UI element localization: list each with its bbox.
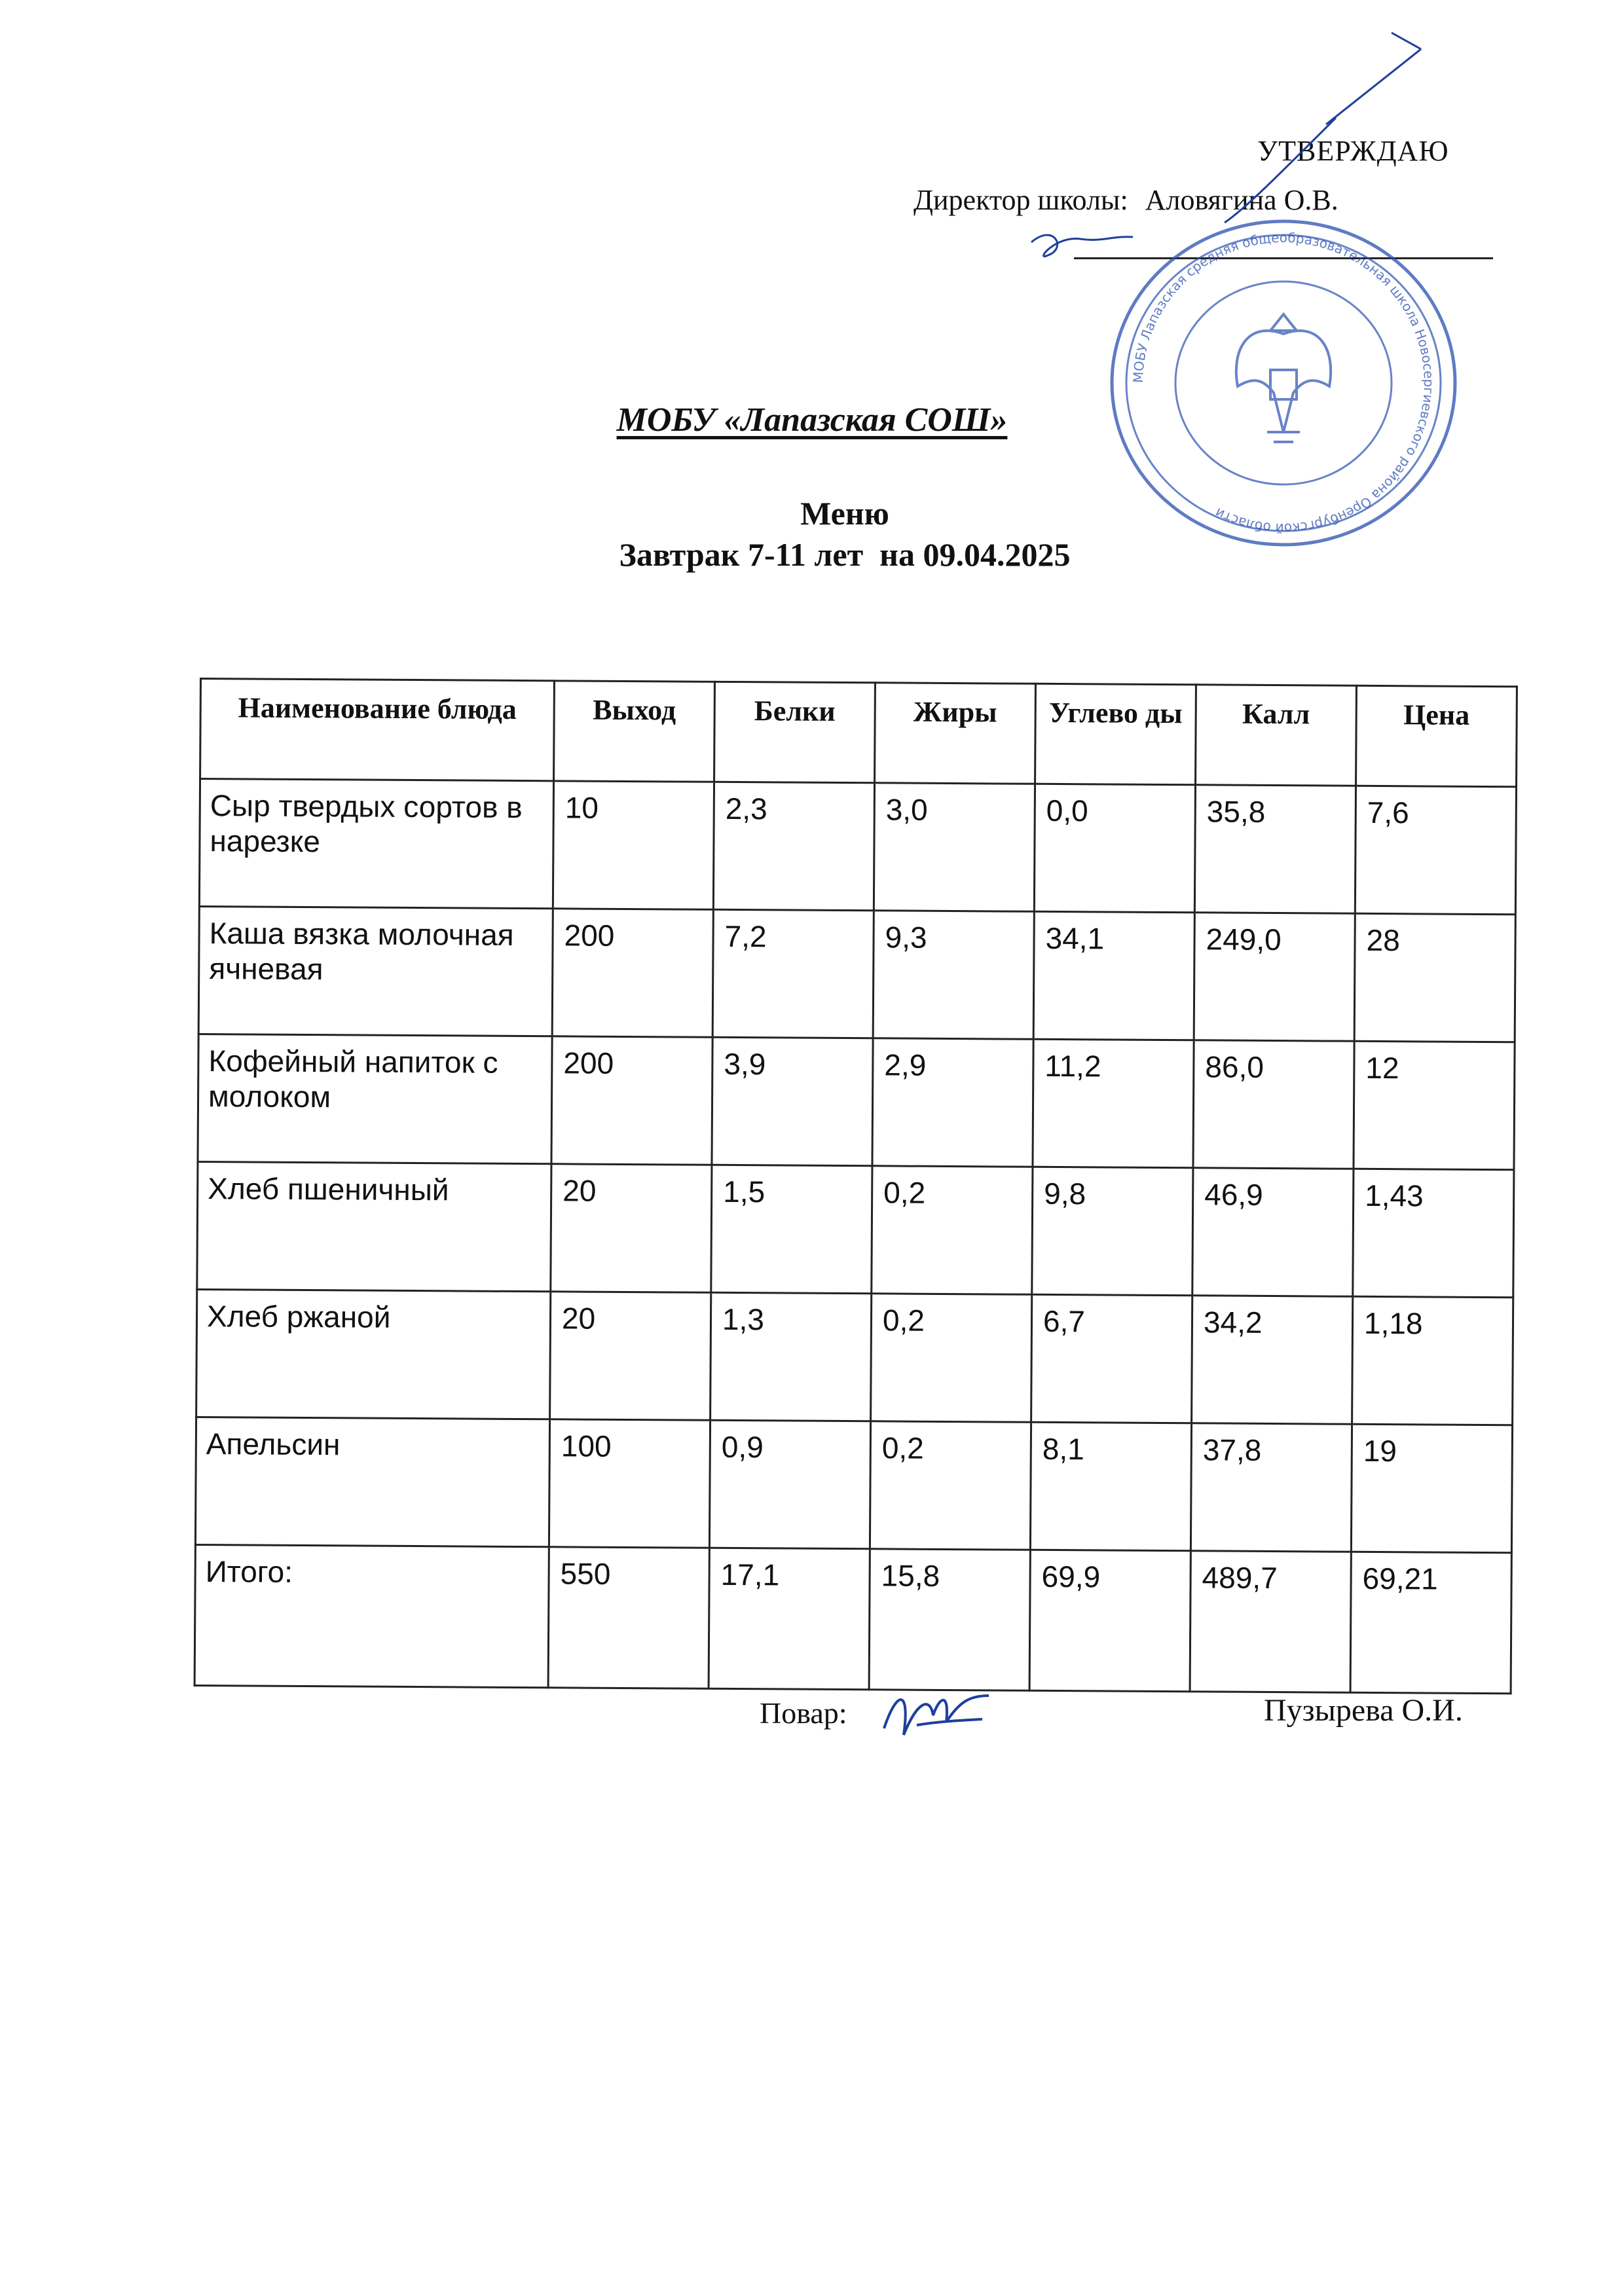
header-fat: Жиры [875,683,1036,784]
approval-name: Аловягина О.В. [1145,184,1338,216]
dish-carbs: 34,1 [1033,911,1194,1040]
dish-kcal: 35,8 [1194,785,1356,913]
dish-output: 20 [550,1292,711,1420]
dish-fat: 0,2 [870,1421,1031,1550]
cook-label: Повар: [760,1696,847,1730]
dish-output: 20 [551,1164,712,1292]
cook-name: Пузырева О.И. [1264,1693,1463,1728]
menu-subtitle: Завтрак 7-11 лет на 09.04.2025 [619,536,1071,573]
total-row [194,1544,1511,1693]
dish-output: 10 [553,781,714,909]
dish-name: Каша вязка молочная ячневая [198,907,553,1036]
header-protein: Белки [714,682,876,782]
header-carbs: Углево ды [1035,683,1196,784]
header-output: Выход [554,681,715,782]
menu-table [194,678,1518,1694]
dish-protein: 2,3 [713,782,874,910]
table-row [196,1289,1513,1425]
dish-price: 1,18 [1352,1296,1513,1425]
dish-protein: 3,9 [712,1037,873,1165]
dish-carbs: 8,1 [1030,1422,1191,1550]
dish-name: Кофейный напиток с молоком [198,1034,552,1163]
dish-fat: 0,2 [871,1294,1032,1422]
menu-title: Меню [800,495,889,532]
stamp-ring-text: МОБУ Лапазская средняя общеобразовательная школа Новосергиевского района Оренбургской области [1130,229,1437,537]
dish-name: Хлеб пшеничный [197,1161,551,1291]
dish-price: 28 [1354,913,1515,1042]
dish-price: 12 [1354,1041,1515,1169]
total-output: 550 [548,1547,709,1688]
dish-fat: 0,2 [872,1166,1033,1294]
dish-kcal: 34,2 [1192,1296,1353,1424]
dish-carbs: 6,7 [1031,1294,1192,1423]
dish-protein: 1,3 [710,1292,872,1421]
dish-kcal: 46,9 [1192,1168,1354,1296]
dish-output: 200 [551,1036,712,1165]
dish-fat: 3,0 [874,783,1035,911]
dish-output: 200 [552,909,713,1037]
total-carbs: 69,9 [1029,1550,1190,1691]
dish-fat: 2,9 [872,1038,1033,1167]
dish-price: 7,6 [1355,786,1516,914]
header-name: Наименование блюда [200,679,555,781]
dish-fat: 9,3 [873,911,1034,1039]
dish-price: 1,43 [1353,1169,1514,1297]
table-row [199,779,1516,915]
dish-price: 19 [1351,1424,1512,1552]
total-label: Итого: [194,1544,549,1687]
dish-protein: 1,5 [711,1165,872,1293]
dish-name: Апельсин [195,1417,549,1546]
table-header-row [200,679,1517,787]
total-protein: 17,1 [709,1548,870,1689]
dish-carbs: 11,2 [1033,1039,1194,1167]
total-fat: 15,8 [869,1549,1030,1690]
dish-kcal: 37,8 [1190,1423,1352,1552]
dish-name: Хлеб ржаной [196,1289,551,1419]
total-kcal: 489,7 [1190,1551,1351,1692]
approval-title: УТВЕРЖДАЮ [1257,135,1449,167]
dish-protein: 7,2 [712,909,874,1038]
table-row [197,1161,1514,1297]
cook-signature [877,1676,1002,1755]
dish-kcal: 249,0 [1194,913,1355,1041]
dish-output: 100 [549,1419,710,1548]
dish-carbs: 9,8 [1032,1167,1193,1295]
table-row [198,907,1515,1042]
header-price: Цена [1356,685,1517,786]
school-name: МОБУ «Лапазская СОШ» [616,401,1008,439]
total-price: 69,21 [1350,1552,1511,1693]
approval-position: Директор школы: [913,184,1128,216]
table-row [195,1417,1512,1552]
table-row [198,1034,1515,1169]
dish-name: Сыр твердых сортов в нарезке [199,779,553,909]
dish-protein: 0,9 [709,1420,870,1548]
dish-carbs: 0,0 [1034,784,1195,912]
header-kcal: Калл [1196,685,1357,786]
dish-kcal: 86,0 [1193,1040,1354,1169]
